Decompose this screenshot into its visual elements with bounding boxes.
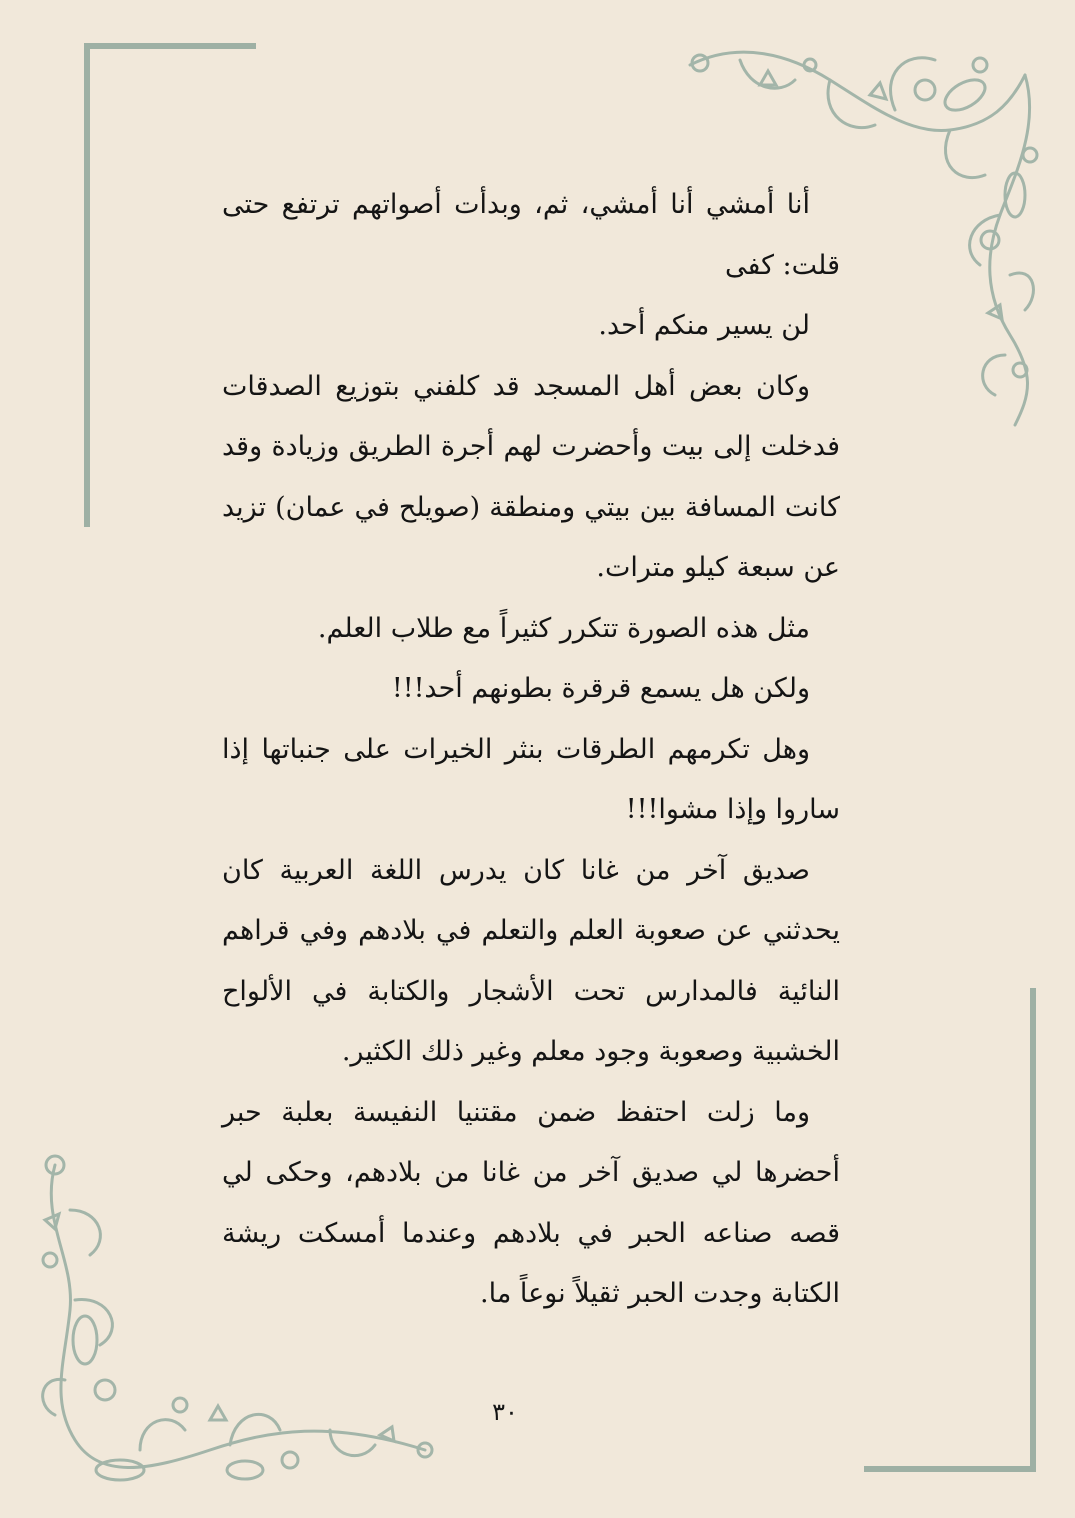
- frame-bottom-right-horizontal: [864, 1466, 1036, 1472]
- paragraph: مثل هذه الصورة تتكرر كثيراً مع طلاب العلم.: [317, 612, 810, 644]
- frame-top-left-vertical: [84, 43, 90, 527]
- page-number: ٣٠: [492, 1398, 518, 1426]
- paragraph: لن يسير منكم أحد.: [598, 310, 810, 341]
- paragraph: وكان بعض أهل المسجد قد كلفني بتوزيع الصدقات فدخلت إلى بيت وأحضرت لهم أجرة الطريق وزيادة وقد كانت المسافة بين بيتي ومنطقة (صويلح في عمان) تزيد عن سبعة كيلو مترات.: [222, 370, 840, 583]
- frame-bottom-right-vertical: [1030, 988, 1036, 1472]
- document-body: [222, 175, 840, 1325]
- paragraph: صديق آخر من غانا كان يدرس اللغة العربية كان يحدثني عن صعوبة العلم والتعلم في بلادهم وفي قراهم النائية فالمدارس تحت الأشجار والكتابة في الألواح الخشبية وصعوبة وجود معلم وغير ذلك الكثير.: [222, 854, 840, 1067]
- paragraph: ولكن هل يسمع قرقرة بطونهم أحد!!!: [391, 673, 810, 704]
- frame-top-left-horizontal: [84, 43, 256, 49]
- paragraph: وما زلت احتفظ ضمن مقتنيا النفيسة بعلبة حبر أحضرها لي صديق آخر من غانا من بلادهم، وحكى لي قصه صناعه الحبر في بلادهم وعندما أمسكت ريشة الكتابة وجدت الحبر ثقيلاً نوعاً ما.: [222, 1096, 840, 1309]
- paragraph: أنا أمشي أنا أمشي، ثم، وبدأت أصواتهم ترتفع حتى قلت: كفى: [222, 189, 840, 281]
- paragraph: وهل تكرمهم الطرقات بنثر الخيرات على جنباتها إذا ساروا وإذا مشوا!!!: [222, 733, 840, 825]
